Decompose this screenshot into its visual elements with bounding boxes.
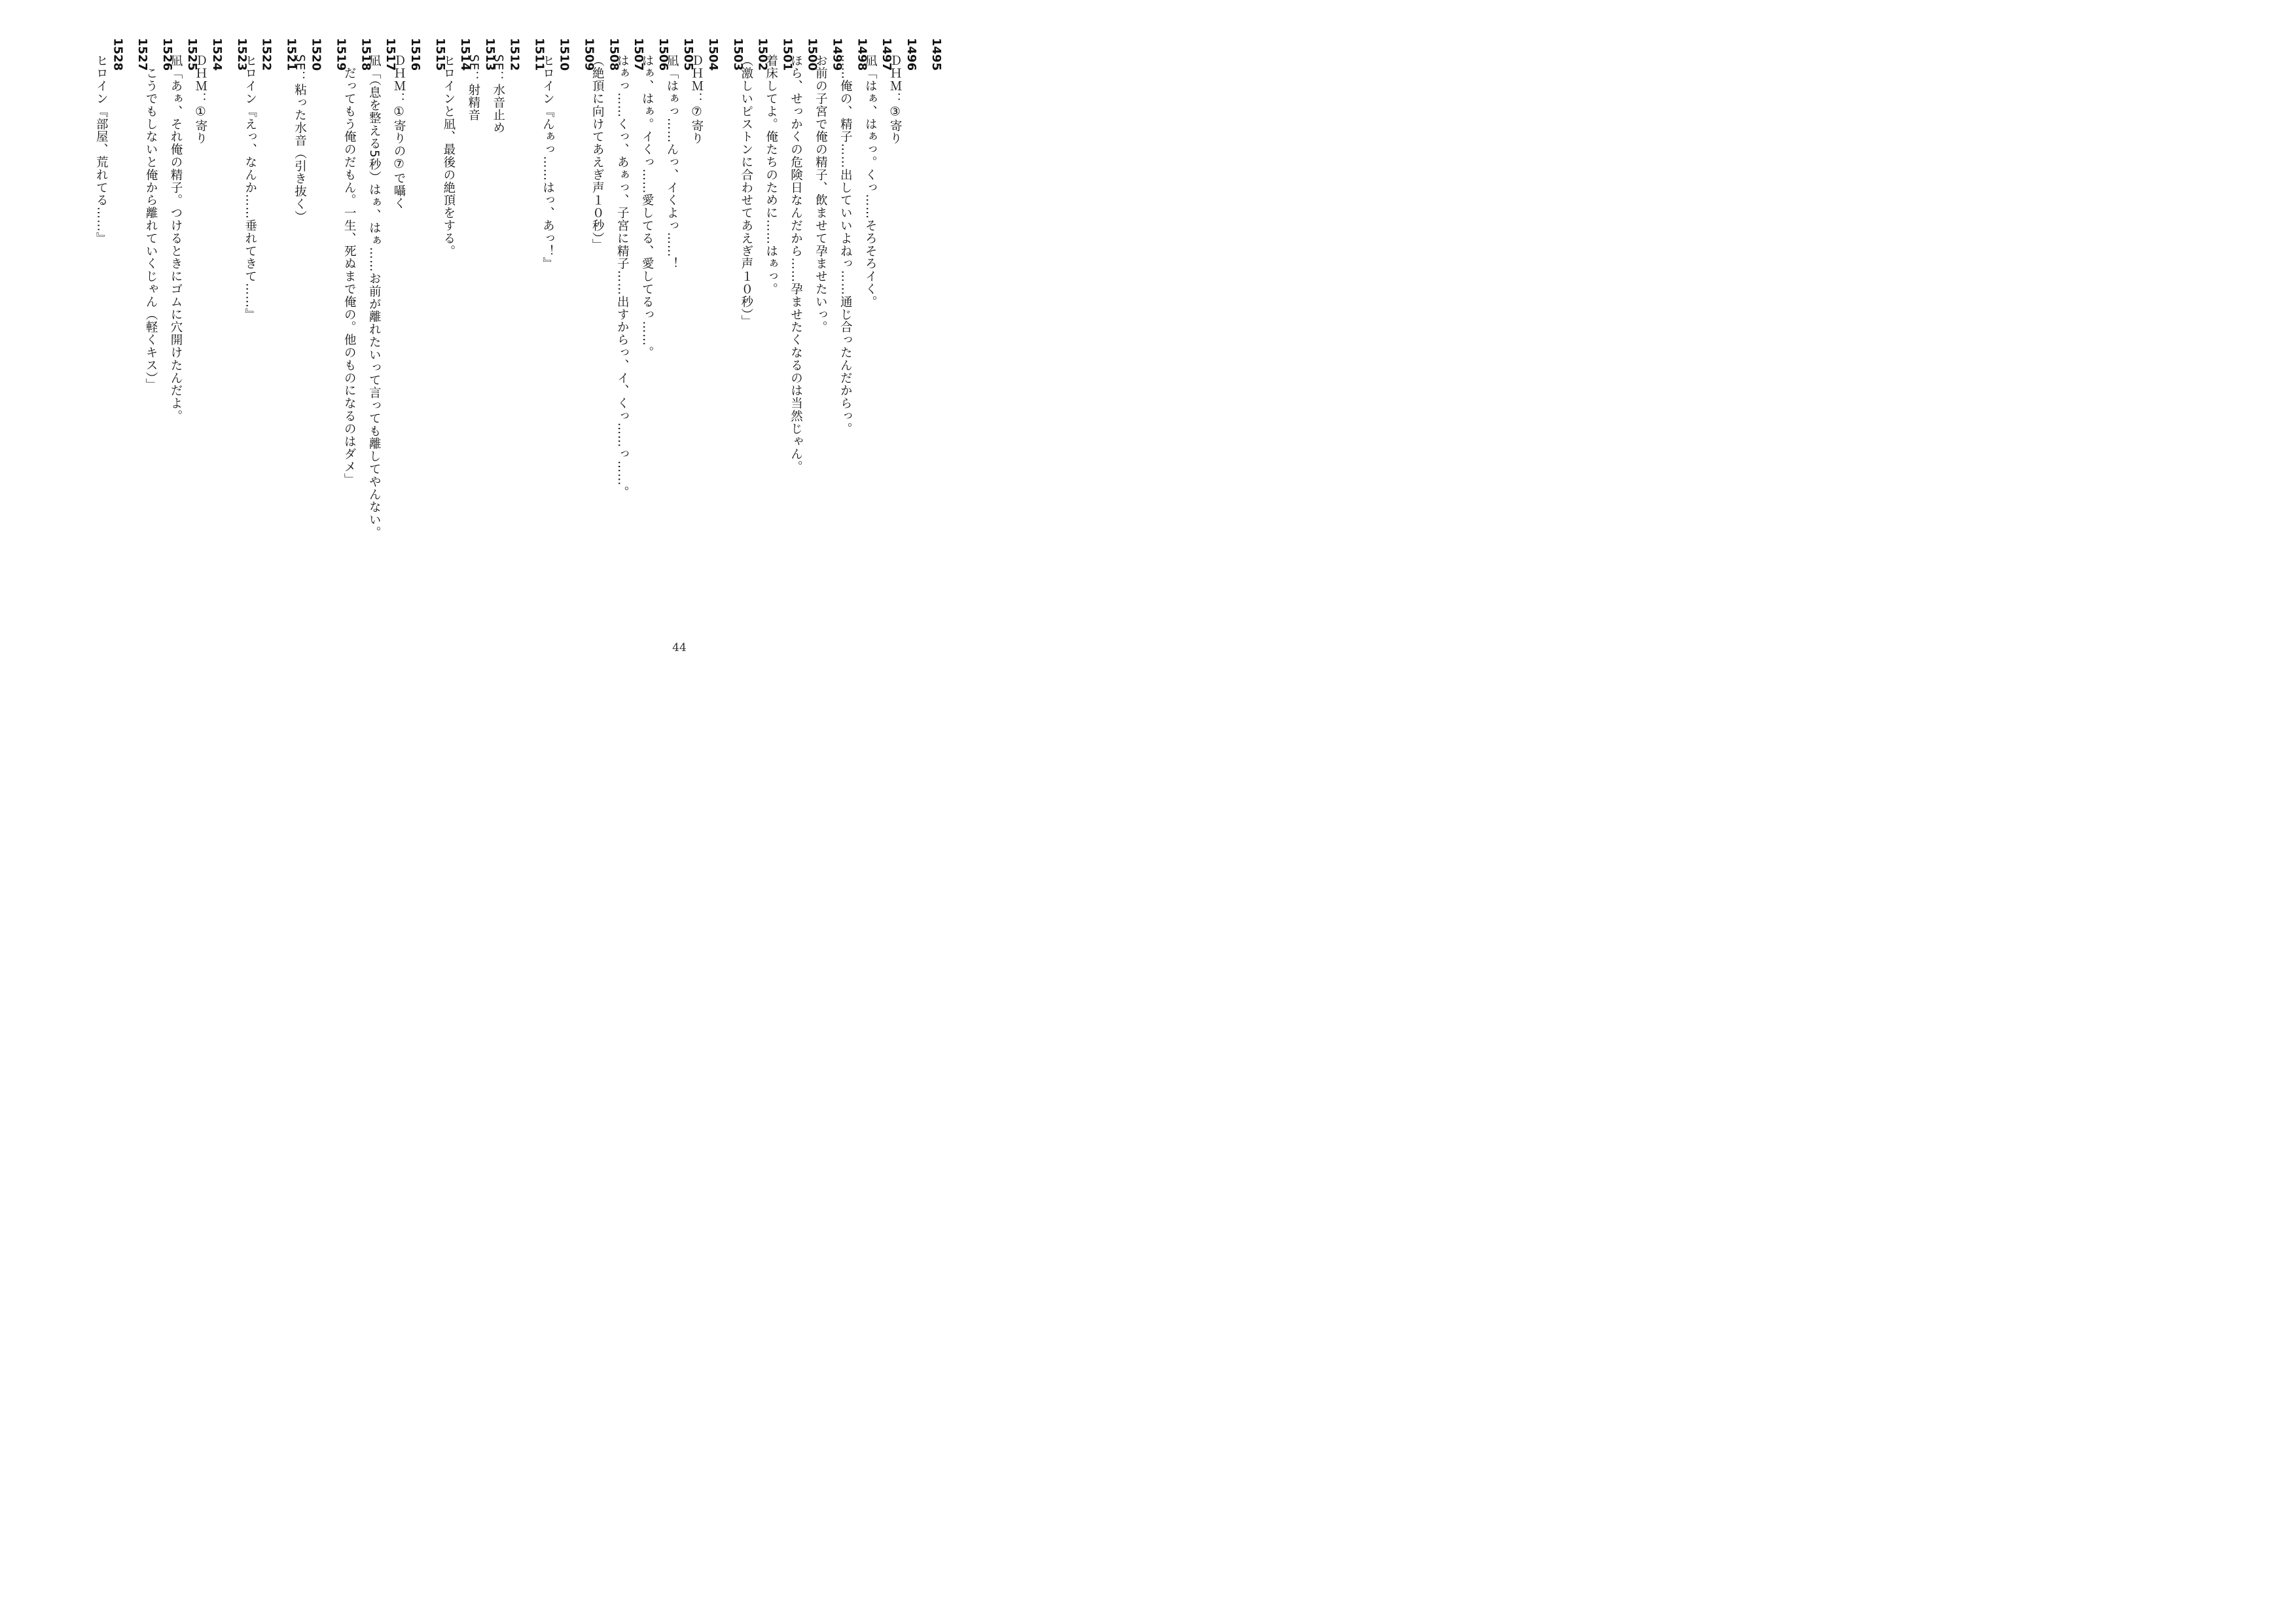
line-number: 1506 xyxy=(656,38,671,71)
line-number: 1515 xyxy=(433,38,447,71)
script-line xyxy=(590,38,621,627)
script-line xyxy=(193,38,224,627)
line-number: 1498 xyxy=(855,38,869,71)
script-line xyxy=(838,38,869,627)
line-text: SE：射精音 xyxy=(466,54,480,122)
line-text: SE：粘った水音（引き抜く） xyxy=(293,54,307,224)
line-number: 1522 xyxy=(259,38,274,71)
line-number: 1496 xyxy=(905,38,919,71)
line-text: SE：水音止め xyxy=(491,54,505,135)
line-text: 凪「あぁ、それ俺の精子。つけるときにゴムに穴開けたんだよ。 xyxy=(169,54,183,423)
script-line xyxy=(491,38,522,627)
script-line xyxy=(342,38,373,627)
script-line xyxy=(441,38,472,627)
script-line xyxy=(814,38,844,627)
line-text: （絶頂に向けてあえぎ声１０秒）」 xyxy=(590,54,605,252)
line-number: 1525 xyxy=(185,38,199,71)
line-number: 1518 xyxy=(359,38,373,71)
script-line xyxy=(888,38,919,627)
line-number: 1502 xyxy=(755,38,770,71)
line-text: ほら、せっかくの危険日なんだから……孕ませたくなるのは当然じゃん。 xyxy=(789,54,803,474)
script-line xyxy=(427,38,447,627)
line-text: ＤＨＭ：⑦寄り xyxy=(689,54,704,145)
script-line xyxy=(764,38,795,627)
line-text: お前の子宮で俺の精子、飲ませて孕ませたいっ。 xyxy=(814,54,828,334)
script-line xyxy=(293,38,323,627)
script-line xyxy=(640,38,671,627)
line-number: 1508 xyxy=(607,38,621,71)
script-line xyxy=(541,38,571,627)
line-text: ヒロインと凪、最後の絶頂をする。 xyxy=(441,54,456,258)
line-text: ヒロイン『部屋、荒れてる……』 xyxy=(94,54,109,245)
line-number: 1500 xyxy=(805,38,819,71)
line-number: 1520 xyxy=(309,38,323,71)
line-number: 1503 xyxy=(730,38,745,71)
script-line xyxy=(789,38,819,627)
script-line xyxy=(243,38,274,627)
line-number: 1517 xyxy=(384,38,398,71)
script-line xyxy=(392,38,423,627)
script-line xyxy=(863,38,894,627)
script-line xyxy=(527,38,547,627)
script-line xyxy=(739,38,770,627)
line-number: 1507 xyxy=(632,38,646,71)
line-text: ＤＨＭ：①寄りの⑦で囁く xyxy=(392,54,406,210)
line-text: ＤＨＭ：③寄り xyxy=(888,54,903,145)
line-text: 凪「はぁっ……んっ、イくよっ……！ xyxy=(665,54,679,270)
document-page xyxy=(0,0,1026,726)
line-number: 1516 xyxy=(408,38,423,71)
line-number: 1513 xyxy=(482,38,497,71)
line-number: 1504 xyxy=(706,38,720,71)
line-number: 1519 xyxy=(334,38,348,71)
line-number: 1512 xyxy=(507,38,522,71)
line-text: こうでもしないと俺から離れていくじゃん（軽くキス）」 xyxy=(144,54,158,391)
line-text: だってもう俺のだもん。一生、死ぬまで俺の。他のものになるのはダメ」 xyxy=(342,54,357,486)
page-number: 44 xyxy=(672,641,687,654)
script-line xyxy=(328,38,348,627)
line-number: 1528 xyxy=(111,38,125,71)
script-body xyxy=(0,38,1026,627)
line-text: （激しいピストンに合わせてあえぎ声１０秒）」 xyxy=(739,54,753,328)
line-text: ＤＨＭ：①寄り xyxy=(193,54,207,145)
script-line xyxy=(169,38,199,627)
line-number: 1521 xyxy=(284,38,298,71)
script-line xyxy=(725,38,745,627)
line-number: 1501 xyxy=(780,38,795,71)
line-number: 1523 xyxy=(234,38,249,71)
script-line xyxy=(576,38,596,627)
script-line xyxy=(367,38,398,627)
line-number: 1514 xyxy=(457,38,472,71)
script-line xyxy=(279,38,298,627)
line-text: 着床してよ。俺たちのために……はぁっ。 xyxy=(764,54,778,296)
script-line xyxy=(665,38,695,627)
script-line xyxy=(924,38,943,627)
line-number: 1527 xyxy=(135,38,150,71)
line-number: 1499 xyxy=(830,38,844,71)
script-line xyxy=(130,38,149,627)
line-text: 凪「はぁ、はぁっ。くっ……そろそろイく。 xyxy=(863,54,878,308)
line-number: 1511 xyxy=(532,38,547,71)
script-line xyxy=(229,38,249,627)
script-line xyxy=(466,38,497,627)
line-number: 1509 xyxy=(582,38,596,71)
line-number: 1524 xyxy=(209,38,224,71)
line-text: ……俺の、精子……出していいよねっ……通じ合ったんだからっ。 xyxy=(838,54,853,435)
line-number: 1495 xyxy=(929,38,943,71)
script-line xyxy=(144,38,175,627)
script-line xyxy=(615,38,646,627)
script-line xyxy=(689,38,720,627)
script-line xyxy=(94,38,125,627)
line-text: ヒロイン『えっ、なんか……垂れてきて……』 xyxy=(243,54,257,321)
line-text: はぁっ……くっ、あぁっ、子宮に精子……出すからっ、イ、くっ……っ……。 xyxy=(615,54,630,499)
line-number: 1497 xyxy=(880,38,894,71)
line-text: はぁ、はぁ。イくっ……愛してる、愛してるっ……。 xyxy=(640,54,655,359)
line-number: 1510 xyxy=(557,38,571,71)
line-text: 凪「（息を整える5秒）はぁ、はぁ……お前が離れたいって言っても離してやんない。 xyxy=(367,54,382,539)
line-number: 1526 xyxy=(160,38,175,71)
line-text: ヒロイン『んぁっ……はっ、あっ！』 xyxy=(541,54,555,270)
line-number: 1505 xyxy=(681,38,695,71)
